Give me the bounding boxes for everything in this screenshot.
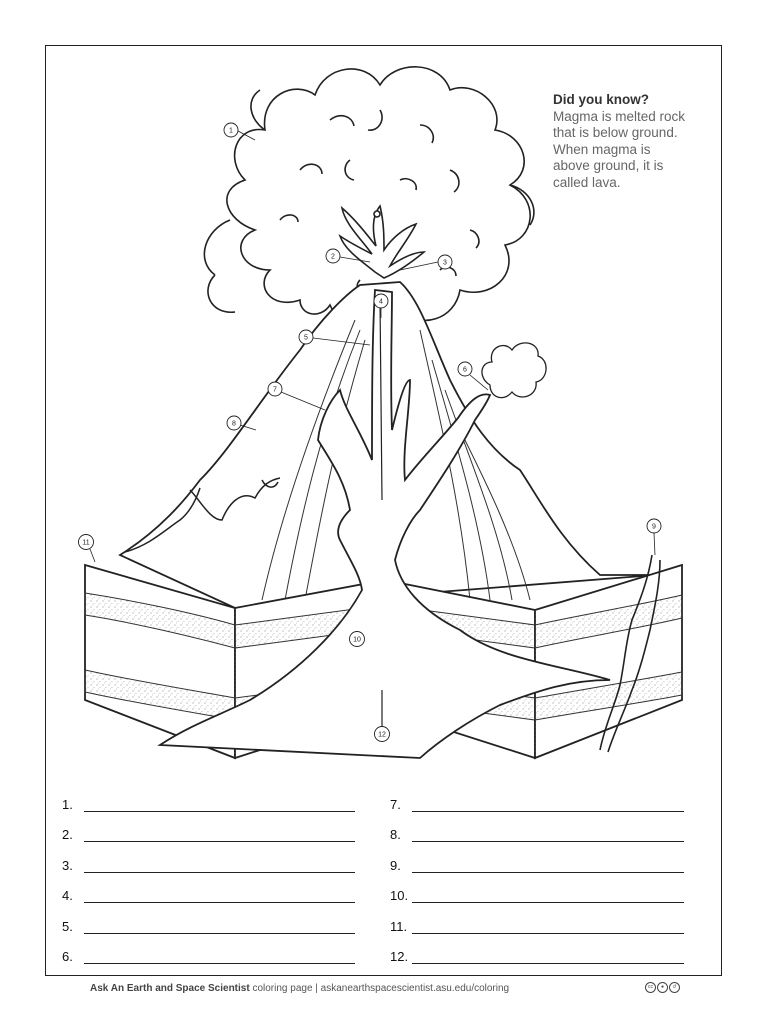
callout-8 (227, 416, 241, 430)
answer-number: 9. (390, 857, 401, 873)
svg-text:12: 12 (378, 731, 386, 739)
answer-row (62, 934, 355, 965)
callout-7 (268, 382, 282, 396)
callout-5 (299, 330, 313, 344)
callout-3 (438, 255, 452, 269)
did-you-know-line: called lava. (553, 174, 621, 190)
svg-text:4: 4 (379, 298, 383, 306)
answer-number: 10. (390, 888, 409, 903)
answer-blank[interactable] (84, 858, 355, 873)
svg-text:2: 2 (331, 253, 335, 261)
answer-row (390, 903, 684, 934)
answer-blank[interactable] (84, 797, 355, 812)
callout-4 (374, 294, 388, 308)
answer-column-right (390, 781, 684, 964)
answer-number: 12. (390, 949, 409, 964)
answer-number: 4. (62, 888, 73, 903)
answer-blank[interactable] (412, 949, 684, 964)
answer-number: 5. (62, 918, 73, 934)
callout-10 (350, 632, 365, 647)
answer-number: 11. (390, 918, 408, 934)
license-badge (645, 982, 680, 993)
answer-row (62, 873, 355, 904)
svg-text:9: 9 (652, 523, 656, 531)
answer-row (390, 873, 684, 904)
did-you-know-line: When magma is (553, 141, 651, 157)
answer-blank[interactable] (412, 888, 684, 903)
answer-number: 8. (390, 827, 401, 842)
answer-number: 3. (62, 857, 73, 873)
answer-row (62, 812, 355, 843)
answer-column-left (62, 781, 355, 964)
did-you-know-line: Magma is melted rock (553, 108, 686, 124)
svg-text:7: 7 (273, 386, 277, 394)
footer-brand: Ask An Earth and Space Scientist (90, 983, 250, 994)
answer-row (390, 842, 684, 873)
answer-number: 1. (62, 796, 73, 812)
callout-12 (375, 727, 390, 742)
answer-row (62, 781, 355, 812)
answer-blank[interactable] (84, 888, 355, 903)
did-you-know-line: that is below ground. (553, 125, 678, 140)
footer (90, 983, 509, 994)
answer-blank[interactable] (84, 919, 355, 934)
answer-row (62, 903, 355, 934)
answer-blank[interactable] (412, 797, 684, 812)
callout-2 (326, 249, 340, 263)
volcano-diagram (60, 55, 700, 765)
svg-text:5: 5 (304, 334, 308, 342)
answer-blank[interactable] (84, 949, 355, 964)
svg-text:11: 11 (82, 539, 90, 547)
callout-6 (458, 362, 472, 376)
sa-icon: ↺ (669, 982, 680, 993)
svg-text:6: 6 (463, 366, 467, 374)
answer-number: 6. (62, 949, 73, 964)
answer-row (390, 812, 684, 843)
answer-number: 7. (390, 796, 401, 812)
svg-text:1: 1 (229, 127, 233, 135)
svg-text:10: 10 (353, 636, 361, 644)
callout-9 (647, 519, 661, 533)
by-icon: ● (657, 982, 668, 993)
callout-1 (224, 123, 238, 137)
answer-number: 2. (62, 827, 73, 842)
answer-blank[interactable] (412, 858, 684, 873)
answer-blank[interactable] (412, 919, 684, 934)
callout-11 (79, 535, 94, 550)
answer-row (390, 934, 684, 965)
answer-blank[interactable] (412, 827, 684, 842)
did-you-know-line: above ground, it is (553, 158, 664, 173)
svg-text:8: 8 (232, 420, 236, 428)
answer-row (62, 842, 355, 873)
answer-row (390, 781, 684, 812)
side-vent-cloud (482, 343, 546, 398)
answer-blank[interactable] (84, 827, 355, 842)
cc-icon: cc (645, 982, 656, 993)
did-you-know-title: Did you know? (553, 92, 649, 107)
svg-text:3: 3 (443, 259, 447, 267)
footer-text: coloring page | askanearthspacescientist.asu.edu/coloring (249, 983, 510, 994)
